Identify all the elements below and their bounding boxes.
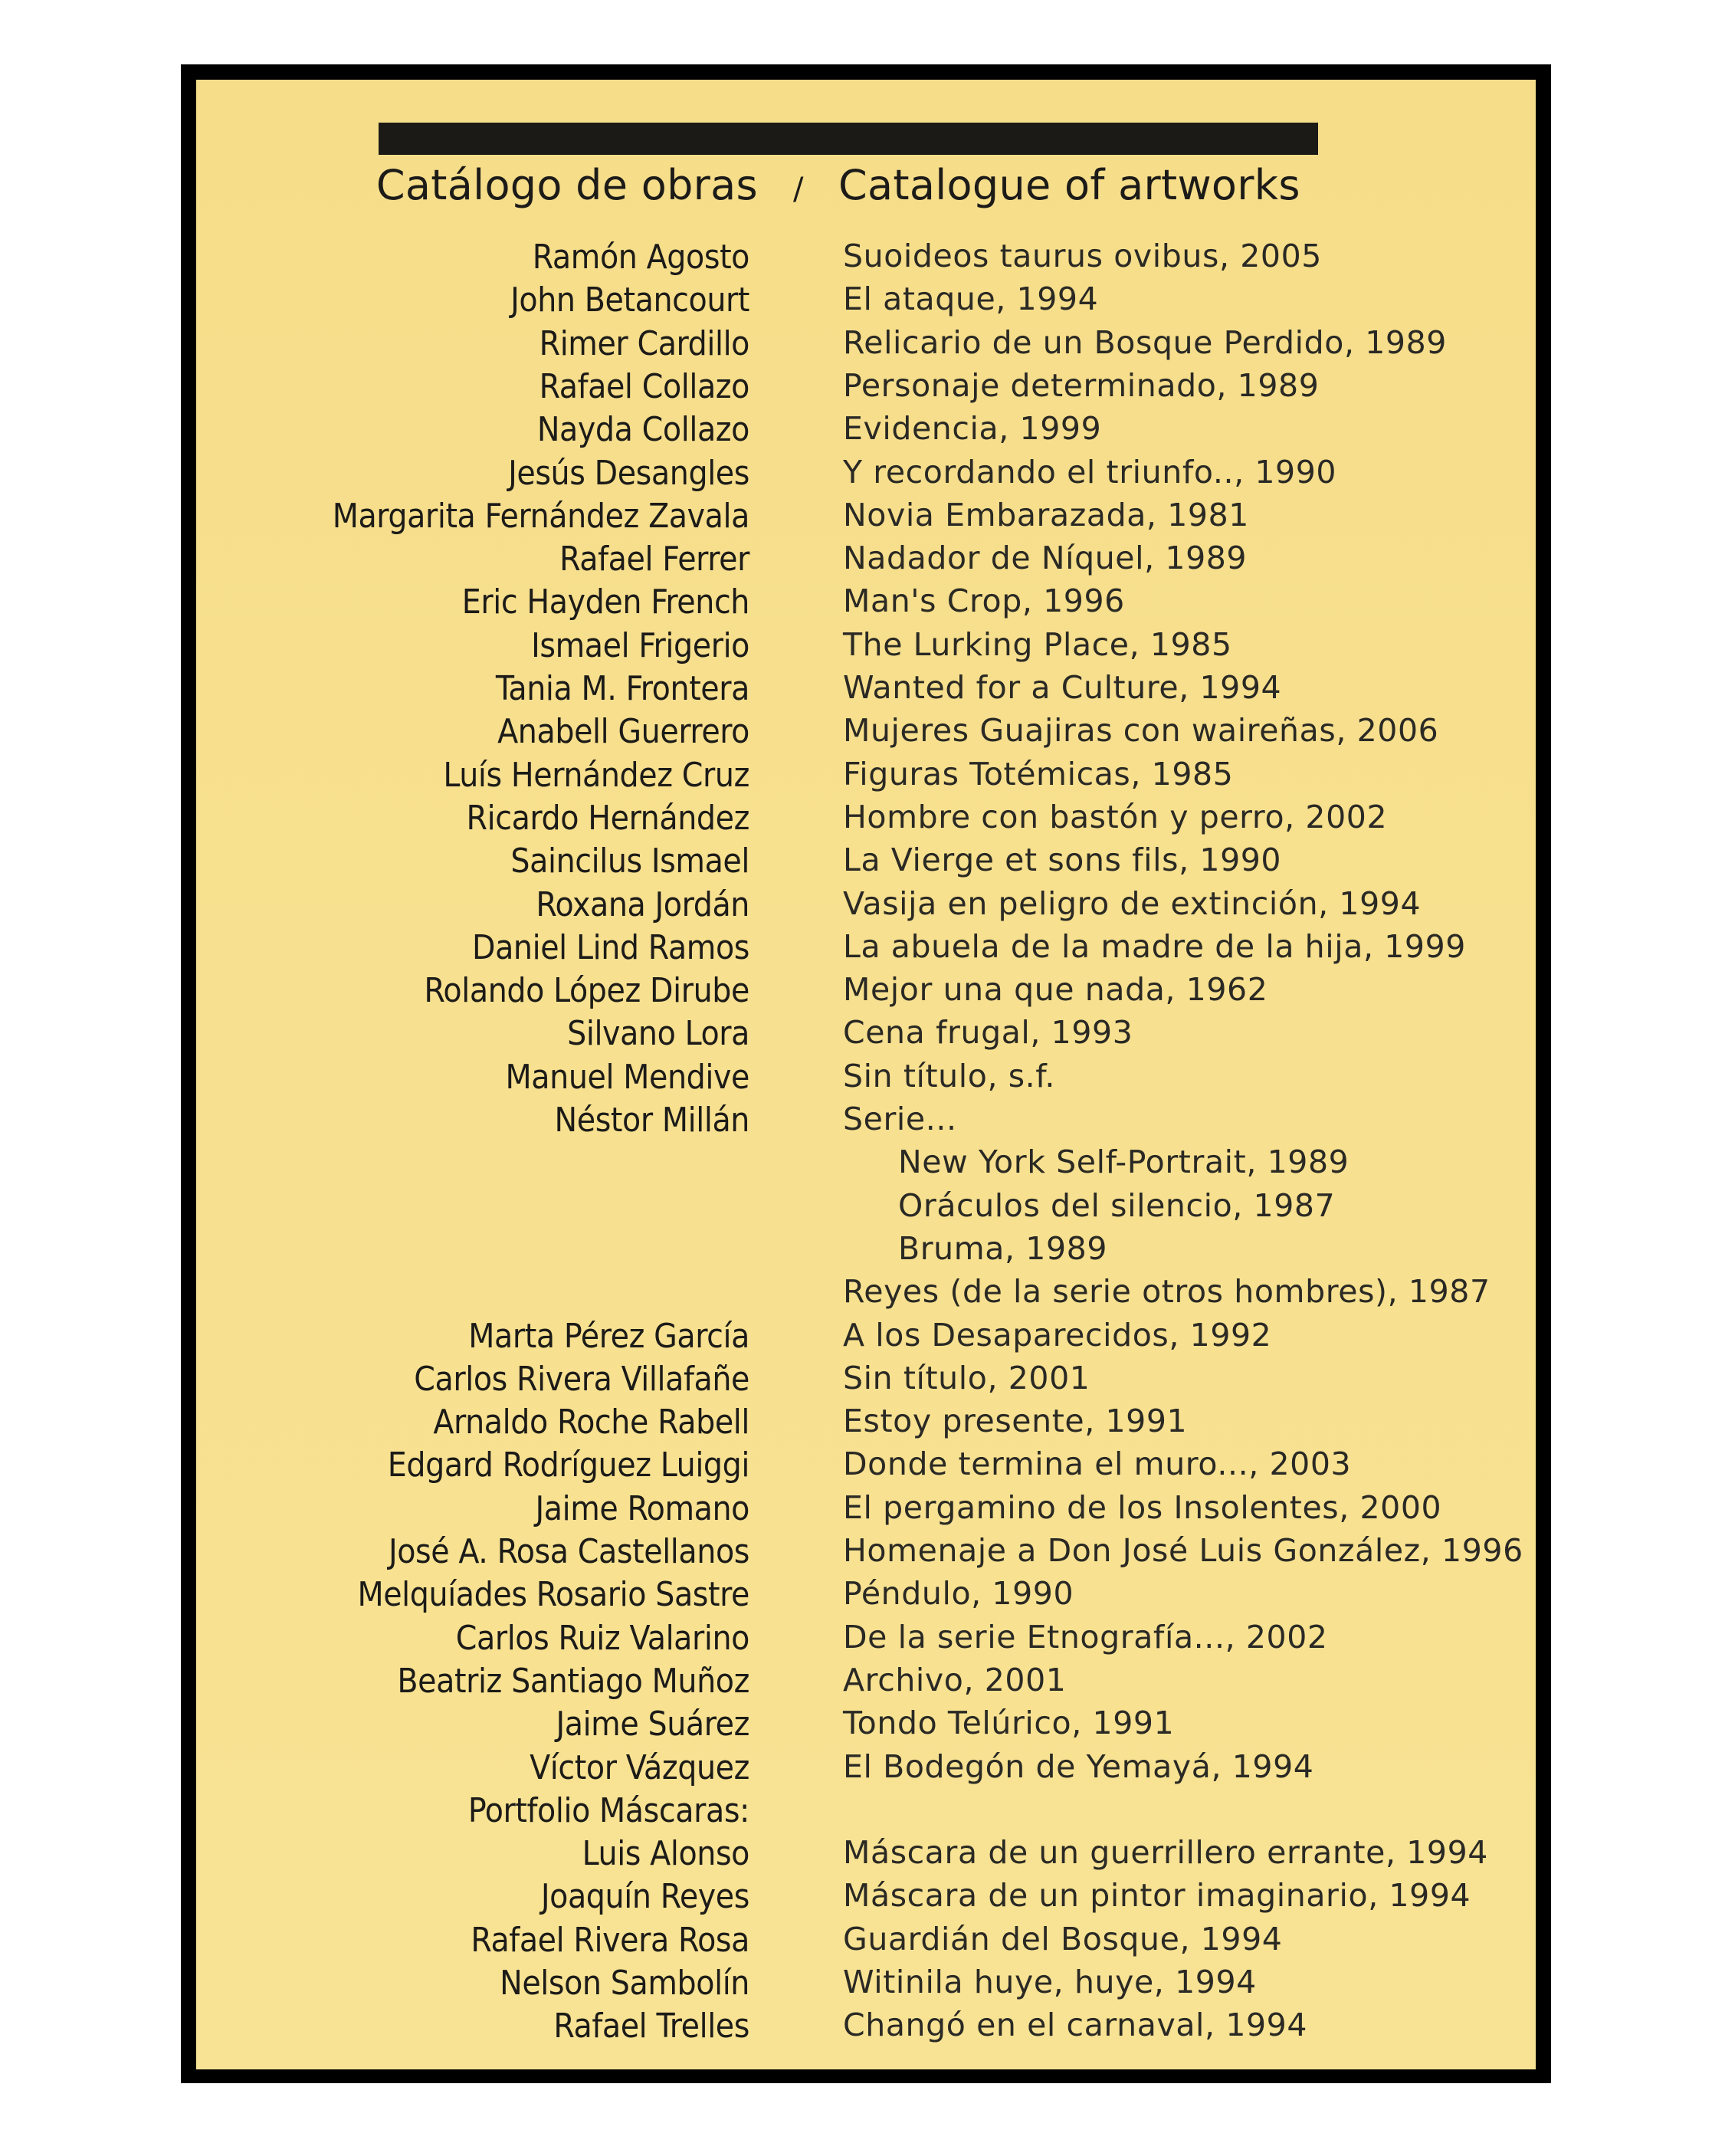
artwork-title: Péndulo, 1990 (843, 1575, 1074, 1613)
artwork-title: Oráculos del silencio, 1987 (898, 1186, 1336, 1224)
artwork-title: Wanted for a Culture, 1994 (843, 669, 1282, 706)
catalog-row (0, 799, 1725, 842)
catalog-row (0, 454, 1725, 497)
artwork-title: Mejor una que nada, 1962 (843, 971, 1268, 1009)
artist-name: Marta Pérez García (468, 1316, 749, 1356)
artist-name: Manuel Mendive (505, 1057, 749, 1097)
artist-name: Silvano Lora (567, 1014, 749, 1054)
catalog-row (0, 1619, 1725, 1662)
artwork-title: Archivo, 2001 (843, 1661, 1067, 1698)
artist-name: Néstor Millán (554, 1101, 749, 1140)
artwork-title: Suoideos taurus ovibus, 2005 (843, 238, 1322, 274)
artwork-title: Vasija en peligro de extinción, 1994 (843, 884, 1422, 922)
artist-name: Jaime Suárez (556, 1705, 749, 1744)
artwork-title: Novia Embarazada, 1981 (843, 496, 1249, 533)
catalog-row (0, 971, 1725, 1014)
catalog-row (0, 1921, 1725, 1964)
catalog-row (0, 669, 1725, 712)
catalog-row (0, 756, 1725, 799)
catalog-row (0, 324, 1725, 367)
artwork-title: Man's Crop, 1996 (843, 582, 1125, 620)
artist-name: Luís Hernández Cruz (443, 755, 749, 795)
artwork-title: Máscara de un pintor imaginario, 1994 (843, 1877, 1471, 1915)
artist-name: Luis Alonso (582, 1834, 749, 1874)
catalog-row (0, 238, 1725, 281)
artist-name: Nayda Collazo (536, 410, 749, 450)
title-separator: / (793, 172, 804, 207)
title-english: Catalogue of artworks (838, 161, 1300, 209)
artist-name: Rolando López Dirube (424, 971, 749, 1011)
artwork-title: New York Self-Portrait, 1989 (898, 1144, 1350, 1181)
catalog-row (0, 1187, 1725, 1230)
artwork-title: La Vierge et sons fils, 1990 (843, 842, 1282, 879)
catalog-row (0, 582, 1725, 625)
catalog-row (0, 540, 1725, 582)
catalog-row (0, 712, 1725, 755)
artist-name: Ricardo Hernández (466, 798, 749, 838)
catalog-row (0, 885, 1725, 928)
artwork-title: El ataque, 1994 (843, 281, 1099, 318)
artist-name: Arnaldo Roche Rabell (433, 1403, 749, 1442)
catalog-row (0, 1317, 1725, 1360)
catalog-row (0, 1273, 1725, 1316)
catalog-row (0, 1101, 1725, 1144)
catalog-row (0, 281, 1725, 323)
artwork-title: Serie... (843, 1101, 957, 1137)
catalog-row (0, 1489, 1725, 1532)
artist-name: Daniel Lind Ramos (471, 927, 749, 967)
artwork-title: Changó en el carnaval, 1994 (843, 2007, 1308, 2044)
catalog-row (0, 1705, 1725, 1747)
artist-name: Carlos Ruiz Valarino (455, 1618, 749, 1658)
artist-name: Roxana Jordán (536, 884, 749, 924)
catalog-row (0, 1446, 1725, 1488)
artist-name: Tania M. Frontera (495, 669, 749, 708)
artist-name: Nelson Sambolín (500, 1964, 749, 2003)
catalog-row (0, 1144, 1725, 1186)
artist-name: Melquíades Rosario Sastre (357, 1575, 749, 1615)
artist-name: John Betancourt (510, 281, 749, 320)
artwork-title: Máscara de un guerrillero errante, 1994 (843, 1834, 1488, 1872)
artist-name: Carlos Rivera Villafañe (414, 1359, 749, 1399)
header-rule (379, 123, 1318, 155)
artist-name: Rafael Ferrer (559, 540, 749, 579)
artist-name: Beatriz Santiago Muñoz (397, 1661, 749, 1701)
catalog-row (0, 1575, 1725, 1618)
artist-name: Jesús Desangles (508, 453, 749, 493)
artwork-title: Cena frugal, 1993 (843, 1014, 1133, 1052)
catalog-row (0, 1662, 1725, 1705)
catalog-row (0, 842, 1725, 884)
artist-name: Rafael Trelles (553, 2007, 749, 2046)
artist-name: Ramón Agosto (532, 238, 749, 277)
catalog-row (0, 1877, 1725, 1920)
artwork-title: Nadador de Níquel, 1989 (843, 540, 1248, 577)
artwork-title: A los Desaparecidos, 1992 (843, 1316, 1272, 1354)
catalog-row (0, 1360, 1725, 1403)
catalog-row (0, 497, 1725, 540)
catalog-row (0, 1058, 1725, 1101)
artwork-title: La abuela de la madre de la hija, 1999 (843, 927, 1466, 965)
artwork-title: Personaje determinado, 1989 (843, 366, 1320, 404)
catalog-row (0, 1014, 1725, 1057)
catalog-row (0, 410, 1725, 453)
catalog-row (0, 1834, 1725, 1877)
title-spanish: Catálogo de obras (375, 161, 758, 209)
artist-name: Ismael Frigerio (531, 625, 749, 665)
artist-name: Víctor Vázquez (530, 1747, 749, 1787)
artist-name: Rimer Cardillo (539, 323, 749, 363)
artwork-title: Y recordando el triunfo.., 1990 (843, 453, 1337, 491)
catalog-row (0, 1791, 1725, 1834)
artist-name: Edgard Rodríguez Luiggi (387, 1446, 749, 1485)
artist-name: Portfolio Máscaras: (467, 1790, 749, 1830)
artwork-title: El pergamino de los Insolentes, 2000 (843, 1488, 1442, 1526)
artwork-title: De la serie Etnografía..., 2002 (843, 1618, 1328, 1656)
artwork-title: Witinila huye, huye, 1994 (843, 1964, 1257, 2000)
artwork-title: Homenaje a Don José Luis González, 1996 (843, 1532, 1523, 1569)
artist-name: José A. Rosa Castellanos (388, 1532, 749, 1571)
artist-name: Margarita Fernández Zavala (332, 496, 749, 536)
artwork-title: Evidencia, 1999 (843, 410, 1102, 448)
artwork-title: Tondo Telúrico, 1991 (843, 1705, 1175, 1742)
artwork-title: Reyes (de la serie otros hombres), 1987 (843, 1273, 1491, 1311)
artwork-title: Hombre con bastón y perro, 2002 (843, 798, 1388, 835)
artist-name: Rafael Rivera Rosa (471, 1920, 749, 1960)
artwork-title: Guardián del Bosque, 1994 (843, 1920, 1283, 1957)
catalog-row (0, 1230, 1725, 1273)
artwork-title: El Bodegón de Yemayá, 1994 (843, 1747, 1314, 1785)
catalog-row (0, 626, 1725, 669)
catalog-row (0, 2007, 1725, 2049)
artwork-title: Mujeres Guajiras con waireñas, 2006 (843, 712, 1439, 750)
catalog-row (0, 1532, 1725, 1575)
artist-name: Joaquín Reyes (540, 1877, 749, 1917)
artwork-title: The Lurking Place, 1985 (843, 625, 1232, 663)
artist-name: Rafael Collazo (539, 366, 749, 406)
artist-name: Jaime Romano (535, 1488, 749, 1528)
catalog-row (0, 1964, 1725, 2007)
artwork-title: Estoy presente, 1991 (843, 1403, 1188, 1440)
artist-name: Eric Hayden French (461, 582, 749, 622)
artwork-title: Sin título, s.f. (843, 1057, 1055, 1094)
artwork-title: Relicario de un Bosque Perdido, 1989 (843, 323, 1447, 361)
catalog-row (0, 928, 1725, 971)
artwork-title: Donde termina el muro..., 2003 (843, 1446, 1352, 1483)
artist-name: Saincilus Ismael (510, 842, 749, 881)
catalog-row (0, 1403, 1725, 1446)
artist-name: Anabell Guerrero (497, 712, 749, 752)
artwork-title: Bruma, 1989 (898, 1229, 1108, 1267)
catalog-row (0, 1748, 1725, 1791)
artwork-title: Figuras Totémicas, 1985 (843, 755, 1234, 793)
catalog-row (0, 367, 1725, 410)
artwork-title: Sin título, 2001 (843, 1359, 1090, 1396)
